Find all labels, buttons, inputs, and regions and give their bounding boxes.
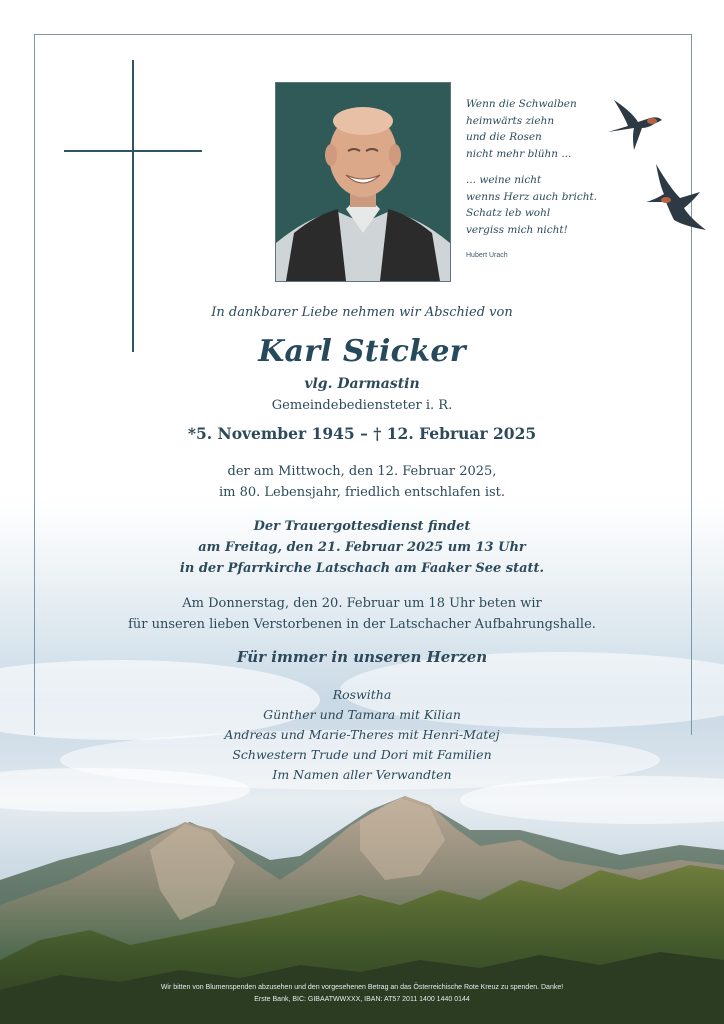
motto: Für immer in unseren Herzen	[236, 648, 488, 666]
funeral-line: in der Pfarrkirche Latschach am Faaker See statt.	[179, 561, 545, 576]
donation-note: Wir bitten von Blumenspenden abzusehen und den vorgesehenen Betrag an das Österreichische Rote Kreuz zu spenden. Danke!	[160, 984, 564, 991]
funeral-line: Der Trauergottesdienst findet	[253, 519, 471, 534]
poem-line: heimwärts ziehn	[466, 114, 555, 127]
bank-details: Erste Bank, BIC: GIBAATWWXXX, IBAN: AT57 2011 1400 1440 0144	[254, 996, 470, 1003]
poem-line: nicht mehr blühn ...	[466, 147, 572, 160]
poem-line: ... weine nicht	[466, 174, 542, 186]
funeral-line: am Freitag, den 21. Februar 2025 um 13 Uhr	[198, 540, 526, 555]
cross-icon-bar	[64, 150, 202, 152]
farewell-intro: In dankbarer Liebe nehmen wir Abschied von	[211, 305, 513, 320]
poem-line: Wenn die Schwalben	[466, 98, 577, 110]
death-notice-line: der am Mittwoch, den 12. Februar 2025,	[227, 464, 497, 479]
poem-line: wenns Herz auch bricht.	[466, 190, 598, 203]
poem-author: Hubert Urach	[466, 252, 508, 259]
swallow-icon	[644, 162, 708, 232]
death-notice-line: im 80. Lebensjahr, friedlich entschlafen ist.	[218, 485, 506, 500]
deceased-name: Karl Sticker	[258, 334, 466, 369]
poem-line: vergiss mich nicht!	[466, 223, 568, 236]
swallow-icon	[604, 98, 666, 154]
mourners-list	[0, 685, 724, 785]
poem	[466, 96, 616, 265]
prayer-line: Am Donnerstag, den 20. Februar um 18 Uhr beten wir	[182, 596, 542, 611]
poem-line: Schatz leb wohl	[466, 207, 551, 219]
mourner: Schwestern Trude und Dori mit Familien	[232, 747, 492, 762]
mourner: Roswitha	[332, 687, 392, 702]
prayer-notice	[0, 593, 724, 635]
funeral-service	[0, 516, 724, 579]
mourner: Günther und Tamara mit Kilian	[263, 707, 461, 722]
mourner: Andreas und Marie-Theres mit Henri-Matej	[224, 727, 500, 742]
death-notice	[0, 461, 724, 503]
prayer-line: für unseren lieben Verstorbenen in der Latschacher Aufbahrungshalle.	[128, 617, 596, 632]
life-dates: *5. November 1945 – † 12. Februar 2025	[187, 424, 537, 443]
mourner: Im Namen aller Verwandten	[272, 767, 452, 782]
portrait-photo	[275, 82, 451, 282]
deceased-occupation: Gemeindebediensteter i. R.	[271, 398, 453, 413]
deceased-alias: vlg. Darmastin	[304, 376, 420, 392]
poem-line: und die Rosen	[466, 131, 542, 143]
donation-footer	[0, 982, 724, 1006]
